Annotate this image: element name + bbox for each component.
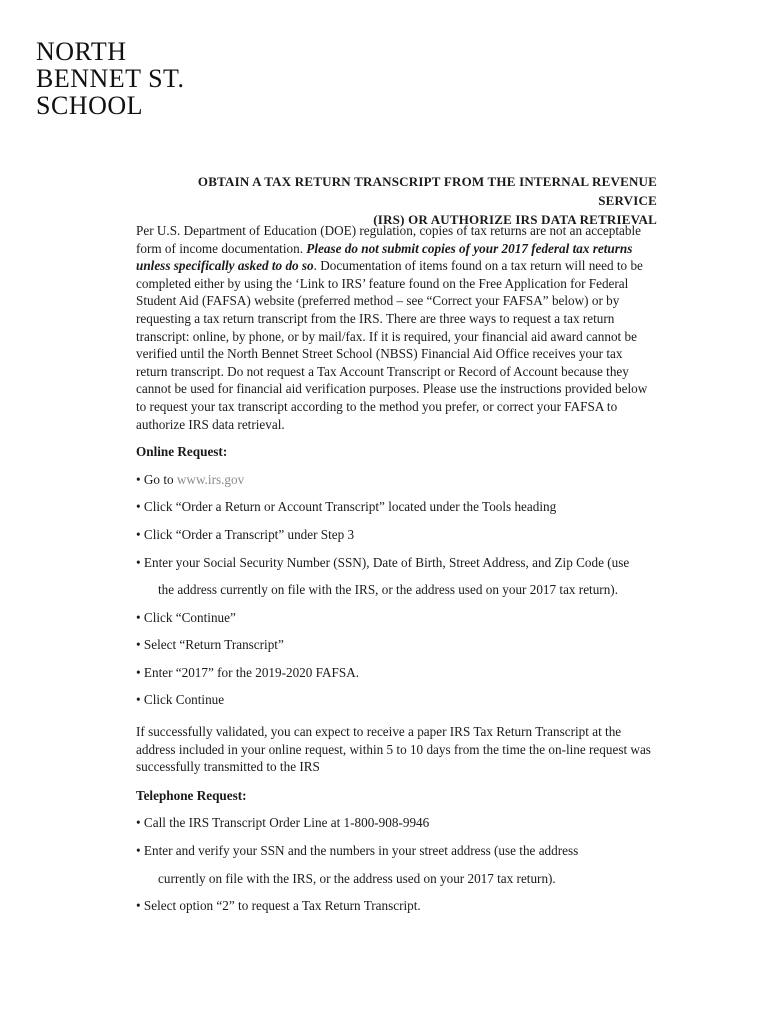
title-line-2: (IRS) OR AUTHORIZE IRS DATA RETRIEVAL <box>373 212 657 227</box>
online-step-enter-year: • Enter “2017” for the 2019-2020 FAFSA. <box>136 664 360 680</box>
title-line-1: OBTAIN A TAX RETURN TRANSCRIPT FROM THE INTERNAL REVENUE SERVICE <box>197 174 657 208</box>
online-step-enter-ssn-continued: the address currently on file with the IRS, or the address used on your 2017 tax return). <box>158 582 618 598</box>
online-step-goto-text: • Go to <box>136 471 177 487</box>
online-result-paragraph: If successfully validated, you can expect to receive a paper IRS Tax Return Transcript at the address included in your online request, within 5 to 10 days from the time the on-line request was successfully transmitted to the IRS <box>136 724 651 775</box>
online-step-goto <box>136 471 656 489</box>
irs-link[interactable]: www.irs.gov <box>176 471 245 487</box>
telephone-step-call: • Call the IRS Transcript Order Line at 1-800-908-9946 <box>136 815 430 831</box>
school-logo <box>36 38 184 119</box>
online-step-select-return: • Select “Return Transcript” <box>136 637 284 653</box>
online-step-enter-ssn: • Enter your Social Security Number (SSN), Date of Birth, Street Address, and Zip Code (use <box>136 554 630 570</box>
telephone-step-select-option: • Select option “2” to request a Tax Return Transcript. <box>136 898 421 914</box>
logo-line-2: BENNET ST. <box>36 64 185 93</box>
telephone-step-verify-continued: currently on file with the IRS, or the address used on your 2017 tax return). <box>158 870 556 886</box>
intro-emphasis: Please do not submit copies of your 2017 federal tax returns unless specifically asked to do so <box>136 240 633 274</box>
logo-line-1: NORTH <box>36 37 127 66</box>
telephone-request-heading: Telephone Request: <box>136 787 247 803</box>
online-step-order-transcript: • Click “Order a Return or Account Transcript” located under the Tools heading <box>136 499 557 515</box>
online-step-click-continue: • Click Continue <box>136 692 225 708</box>
document-body <box>136 222 656 915</box>
online-step-step3: • Click “Order a Transcript” under Step 3 <box>136 526 355 542</box>
intro-text-1: Per U.S. Department of Education (DOE) regulation, copies of tax returns are not an acceptable form of income documentation. <box>136 223 641 256</box>
online-step-continue: • Click “Continue” <box>136 609 236 625</box>
telephone-step-verify: • Enter and verify your SSN and the numbers in your street address (use the address <box>136 843 579 859</box>
online-request-heading: Online Request: <box>136 444 228 460</box>
logo-line-3: SCHOOL <box>36 91 144 120</box>
document-title <box>150 172 657 229</box>
intro-text-2: . Documentation of items found on a tax return will need to be completed either by using the ‘Link to IRS’ feature found on the Free Application for Federal Student Aid (FAFSA) website (preferred method – see “Correct your FAFSA” below) or by requesting a tax return transcript from the IRS. There are three ways to request a tax return transcript: online, by phone, or by mail/fax. If it is required, your financial aid award cannot be verified until the North Bennet Street School (NBSS) Financial Aid Office receives your tax return transcript. Do not request a Tax Account Transcript or Record of Account because they cannot be used for financial aid verification purposes. Please use the instructions provided below to request your tax transcript according to the method you prefer, or correct your FAFSA to authorize IRS data retrieval. <box>136 258 648 432</box>
intro-paragraph <box>136 222 656 433</box>
